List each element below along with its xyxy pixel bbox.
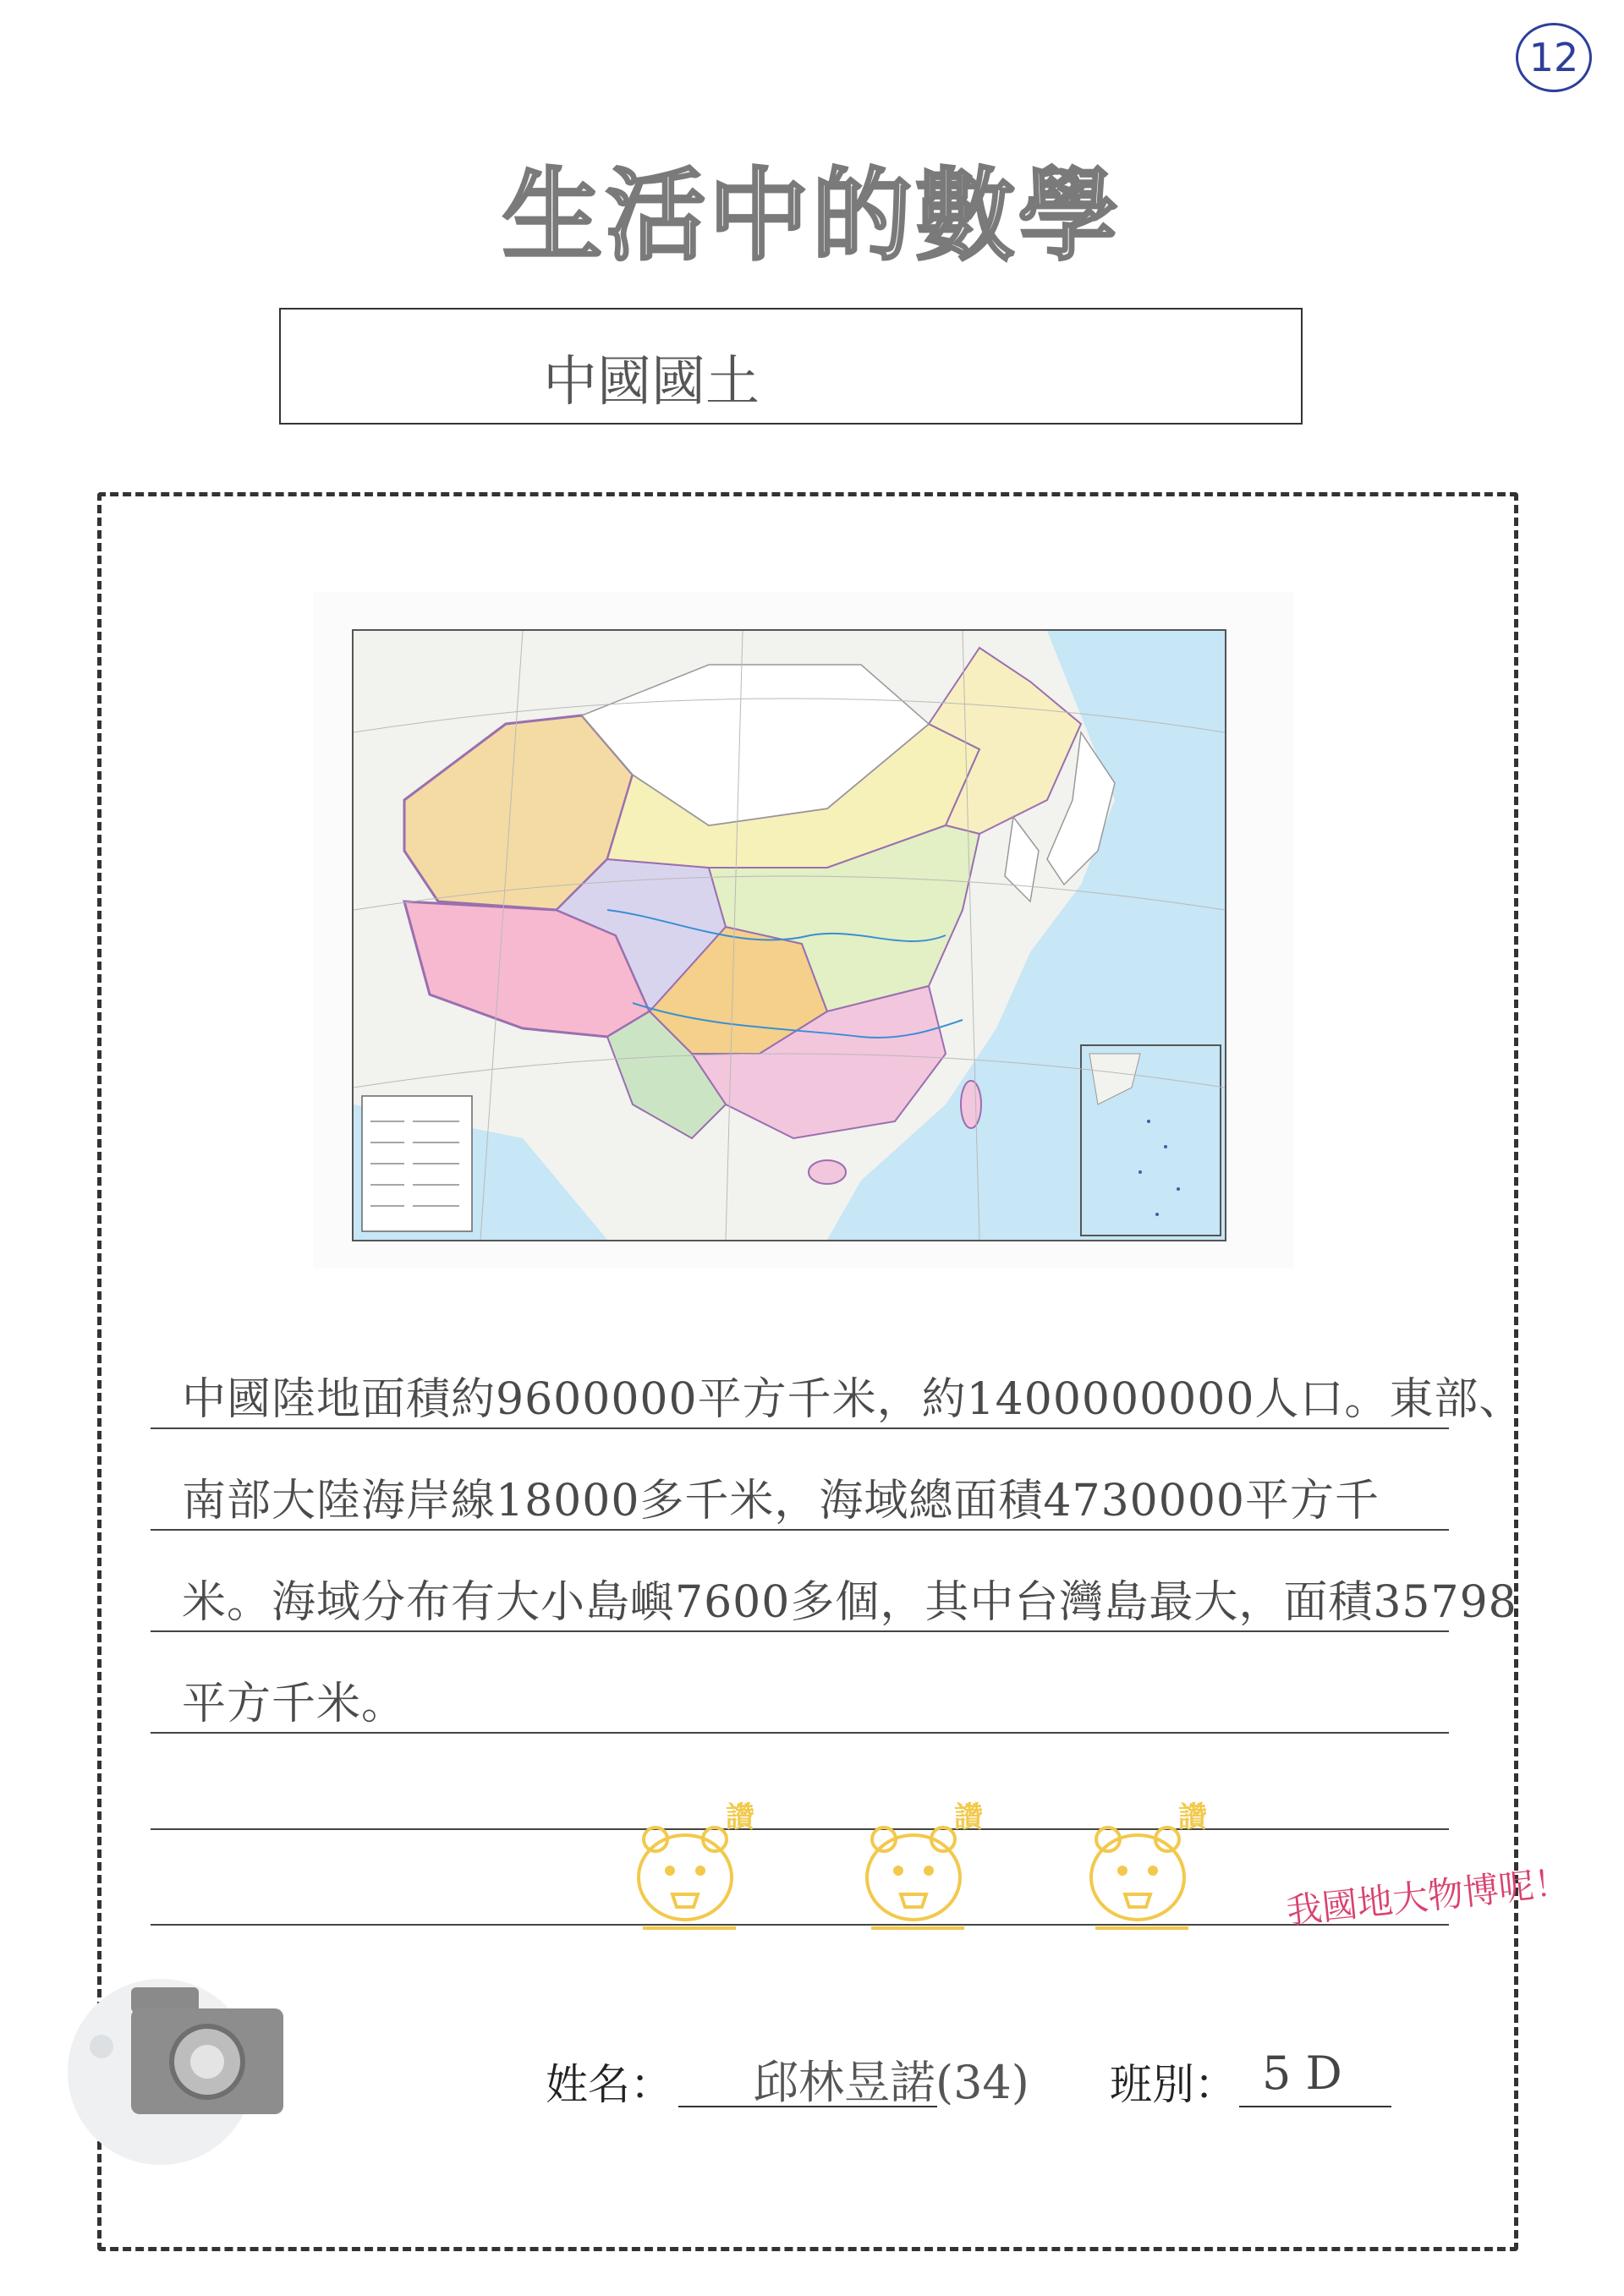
essay-line-3: 米。海域分布有大小島嶼7600多個，其中台灣島最大，面積35798 [182, 1577, 1517, 1628]
writing-line [151, 1924, 1449, 1926]
writing-line [151, 1427, 1449, 1429]
writing-line [151, 1630, 1449, 1632]
praise-stamp-bear-icon [854, 1801, 990, 1945]
class-underline [1239, 2106, 1391, 2107]
student-name: 邱林昱諾(34) [753, 2056, 1029, 2109]
topic-text: 中國國土 [543, 351, 760, 414]
page-title: 生活中的數學 [502, 157, 1122, 274]
page-number-circle [1516, 23, 1592, 92]
china-map-graphic [354, 631, 1225, 1240]
writing-line [151, 1732, 1449, 1734]
praise-stamp-bear-icon [626, 1801, 761, 1945]
writing-line [151, 1529, 1449, 1531]
writing-line [151, 1828, 1449, 1830]
svg-text:讚: 讚 [954, 1801, 983, 1834]
praise-stamp-bear-icon [1078, 1801, 1214, 1945]
page-number: 12 [1528, 35, 1579, 80]
class-label: 班別： [1110, 2060, 1237, 2109]
essay-line-2: 南部大陸海岸線18000多千米，海域總面積4730000平方千 [182, 1476, 1380, 1526]
camera-icon [59, 1937, 313, 2173]
china-map [352, 629, 1226, 1241]
svg-text:讚: 讚 [726, 1801, 754, 1834]
name-underline [678, 2106, 937, 2107]
name-label: 姓名： [546, 2060, 672, 2109]
topic-box [279, 308, 1303, 425]
essay-line-4: 平方千米。 [182, 1679, 407, 1729]
teacher-comment: 我國地大物博呢！ [1284, 1860, 1572, 1932]
class-value: 5 D [1262, 2047, 1342, 2100]
essay-line-1: 中國陸地面積約9600000平方千米，約1400000000人口。東部、 [182, 1374, 1524, 1425]
svg-text:讚: 讚 [1178, 1801, 1207, 1834]
map-figure [313, 592, 1294, 1269]
